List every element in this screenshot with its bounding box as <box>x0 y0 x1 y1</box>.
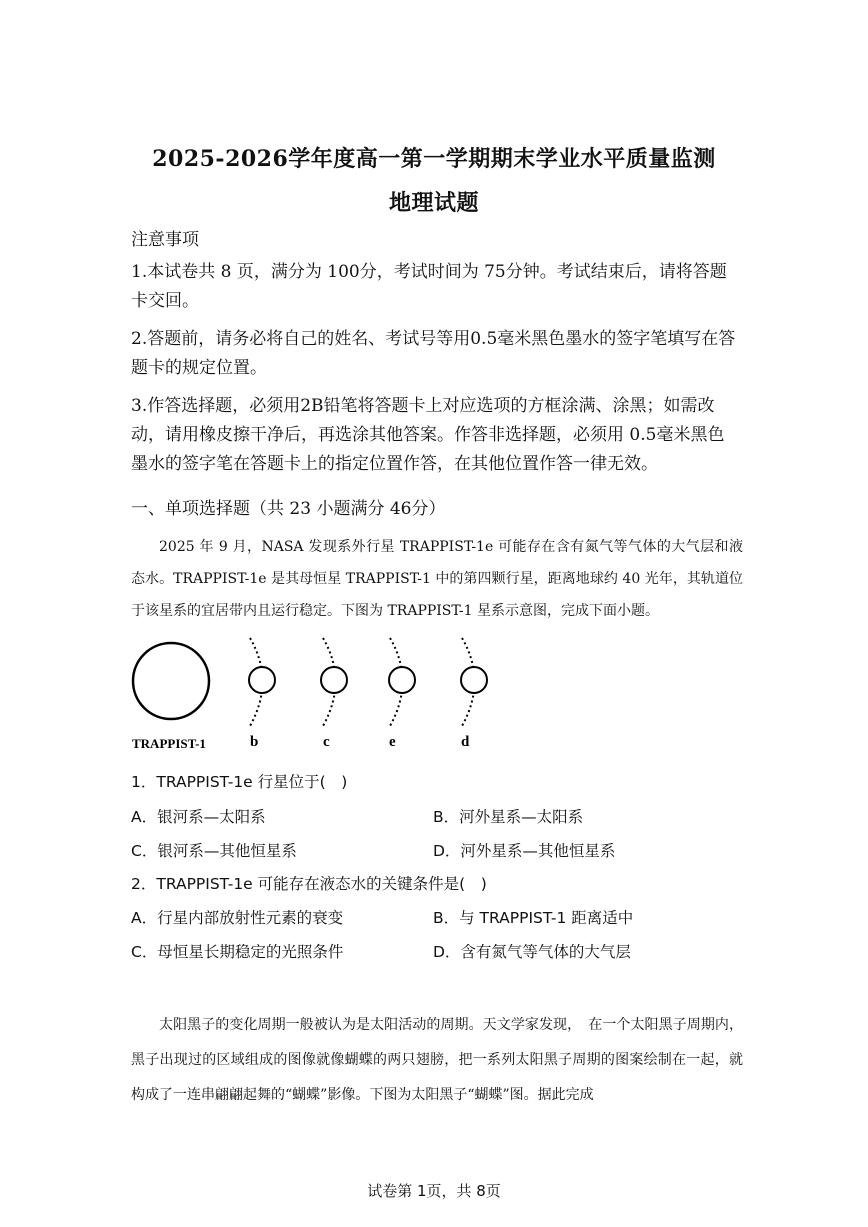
star-label: TRAPPIST-1 <box>132 736 206 751</box>
planet-b <box>249 667 275 693</box>
page-footer: 试卷第 1页，共 8页 <box>367 1182 501 1200</box>
planet-label-c: c <box>323 734 330 750</box>
q2-option-b: B．与 TRAPPIST-1 距离适中 <box>433 909 634 927</box>
trappist-system-figure <box>125 630 505 755</box>
passage-sunspot: 太阳黑子的变化周期一般被认为是太阳活动的周期。天文学家发现， 在一个太阳黑子周期内，黑子出现过的区域组成的图像就像蝴蝶的两只翅膀，把一系列太阳黑子周期的图案绘制在一起，就构成了一连串翩翩起舞的“蝴蝶”影像。下图为太阳黑子“蝴蝶”图。据此完成 <box>131 1017 743 1103</box>
exam-title: 2025-2026学年度高一第一学期期末学业水平质量监测 <box>152 146 716 172</box>
q1-option-b: B．河外星系—太阳系 <box>433 808 584 826</box>
planet-label-b: b <box>250 734 259 750</box>
q1-option-a: A．银河系—太阳系 <box>131 808 266 826</box>
notice-item-2: 2.答题前，请务必将自己的姓名、考试号等用0.5毫米黑色墨水的签字笔填写在答题卡的规定位置。 <box>131 329 736 378</box>
planet-c <box>321 667 347 693</box>
q2-option-a: A．行星内部放射性元素的衰变 <box>131 909 344 927</box>
q2-option-d: D．含有氮气等气体的大气层 <box>433 943 631 961</box>
notice-heading: 注意事项 <box>131 230 199 250</box>
planet-d <box>461 667 487 693</box>
question-1-stem: 1．TRAPPIST-1e 行星位于( ) <box>131 773 348 791</box>
passage-trappist: 2025 年 9 月，NASA 发现系外行星 TRAPPIST-1e 可能存在含有氮气等气体的大气层和液态水。TRAPPIST-1e 是其母恒星 TRAPPIST-1 中的第四颗行星，距离地球约 40 光年，其轨道位于该星系的宜居带内且运行稳定。下图为 TRAPPIST-1 星系示意图，完成下面小题。 <box>131 539 743 619</box>
planet-label-d: d <box>461 734 470 750</box>
question-2-stem: 2．TRAPPIST-1e 可能存在液态水的关键条件是( ) <box>131 875 487 893</box>
planet-label-e: e <box>389 734 396 750</box>
q2-option-c: C．母恒星长期稳定的光照条件 <box>131 943 344 961</box>
planet-e <box>389 667 415 693</box>
q1-option-c: C．银河系—其他恒星系 <box>131 842 297 860</box>
section-heading: 一、单项选择题（共 23 小题满分 46分） <box>131 499 446 519</box>
exam-subject: 地理试题 <box>388 190 479 216</box>
notice-item-1: 1.本试卷共 8 页，满分为 100分，考试时间为 75分钟。考试结束后，请将答题卡交回。 <box>131 262 727 311</box>
star-circle <box>133 643 209 719</box>
q1-option-d: D．河外星系—其他恒星系 <box>433 842 616 860</box>
notice-item-3: 3.作答选择题，必须用2B铅笔将答题卡上对应选项的方框涂满、涂黑；如需改动，请用橡皮擦干净后，再选涂其他答案。作答非选择题，必须用 0.5毫米黑色墨水的签字笔在答题卡上的指定位置作答，在其他位置作答一律无效。 <box>131 396 725 474</box>
